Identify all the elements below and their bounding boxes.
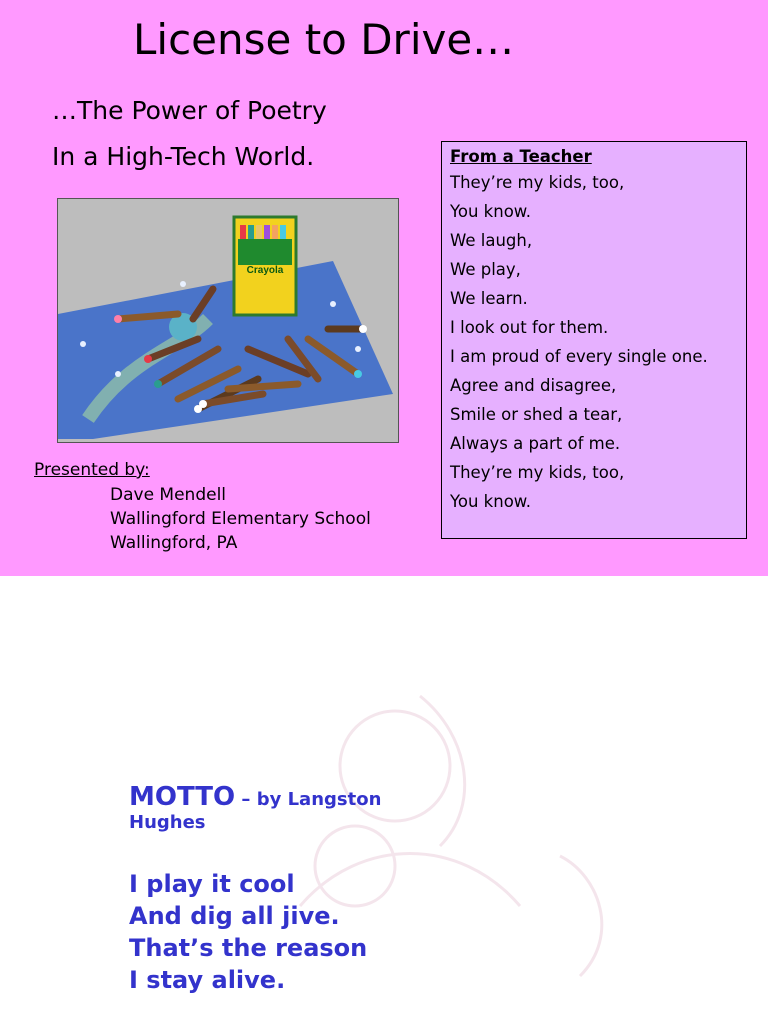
presenter-school: Wallingford Elementary School (110, 509, 371, 529)
motto-heading (129, 782, 449, 833)
poem-title: From a Teacher (450, 147, 592, 166)
poem-line: They’re my kids, too, (450, 173, 625, 192)
motto-poem-line: That’s the reason (129, 934, 368, 962)
motto-byline: – by Langston Hughes (129, 789, 382, 833)
motto-poem-line: I play it cool (129, 870, 295, 898)
poem-line: You know. (450, 202, 532, 221)
presenter-location: Wallingford, PA (110, 533, 238, 553)
poem-line: We laugh, (450, 231, 533, 250)
teacher-poem-box (441, 141, 747, 539)
poem-line: Agree and disagree, (450, 376, 617, 395)
poem-line: Smile or shed a tear, (450, 405, 623, 424)
poem-line: You know. (450, 492, 532, 511)
presenter-name: Dave Mendell (110, 485, 227, 505)
poem-line: Always a part of me. (450, 434, 621, 453)
crayon-box-label: Crayola (246, 265, 284, 276)
crayons-illustration (58, 199, 398, 442)
motto-poem-line: I stay alive. (129, 966, 286, 994)
poem-line: They’re my kids, too, (450, 463, 625, 482)
poem-line: I look out for them. (450, 318, 609, 337)
subtitle-line-1: …The Power of Poetry (52, 96, 327, 125)
poem-line: We learn. (450, 289, 528, 308)
slide-motto (0, 576, 768, 1024)
poem-line: I am proud of every single one. (450, 347, 708, 366)
motto-title: MOTTO (129, 782, 236, 812)
motto-poem-line: And dig all jive. (129, 902, 340, 930)
presented-by-label: Presented by: (34, 460, 150, 480)
slide-title: License to Drive… (133, 15, 515, 64)
crayons-photo (57, 198, 399, 443)
poem-line: We play, (450, 260, 521, 279)
subtitle-line-2: In a High-Tech World. (52, 142, 315, 171)
